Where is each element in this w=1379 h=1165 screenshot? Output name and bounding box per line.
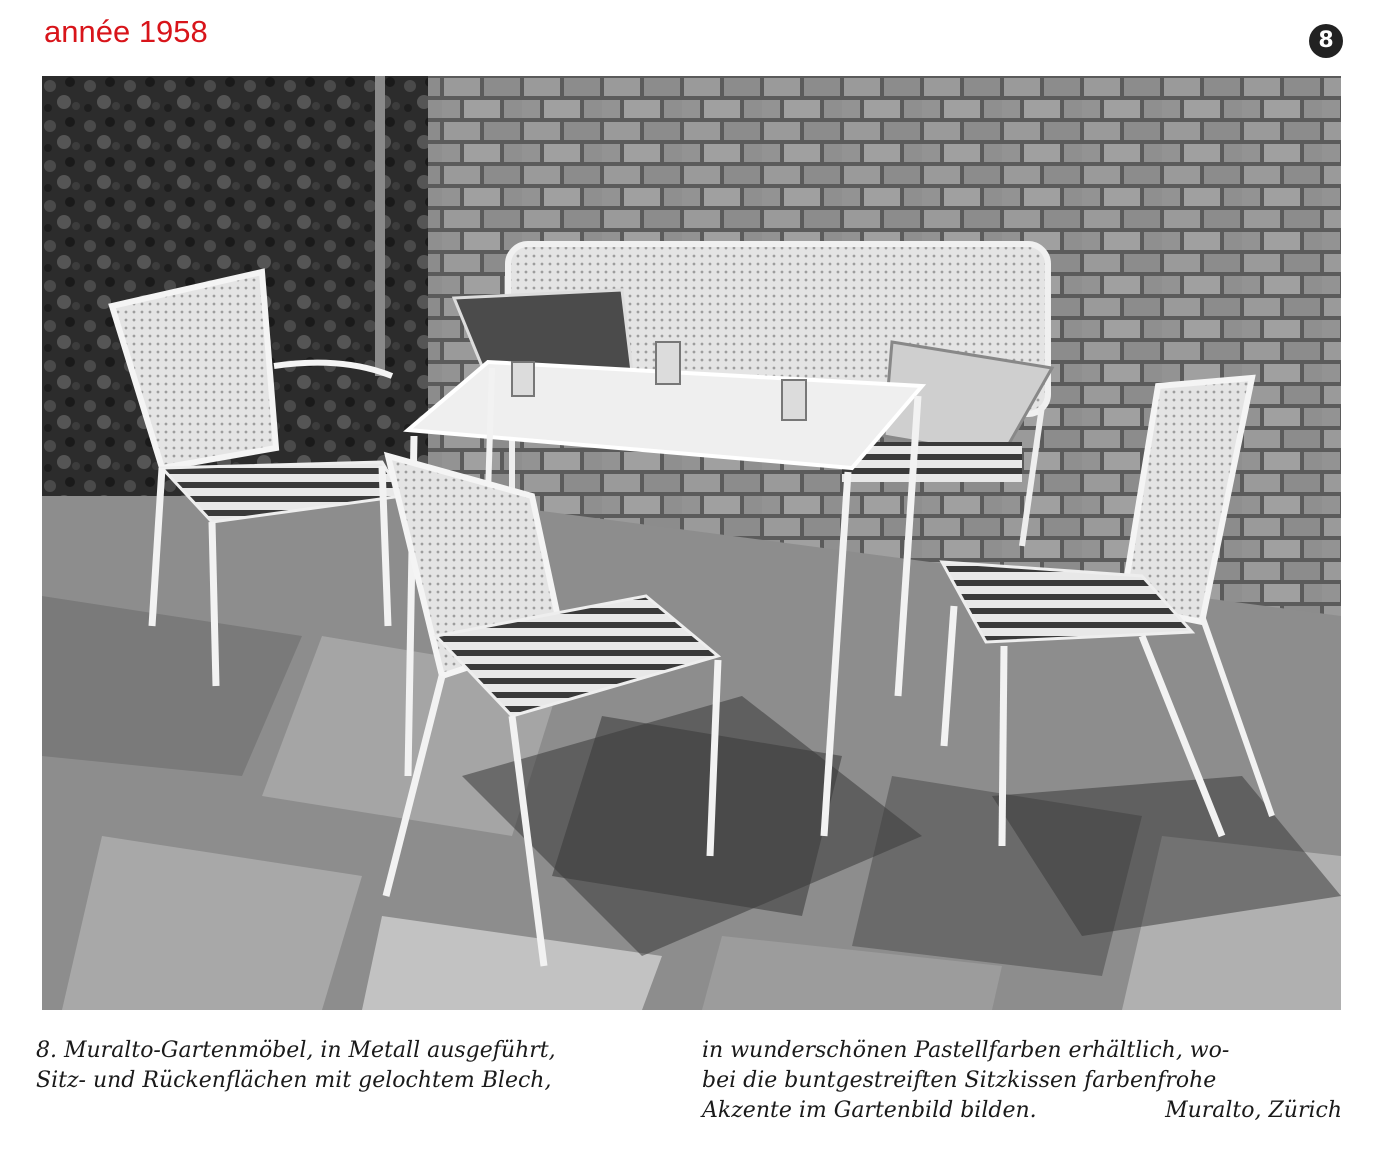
photo-illustration [42, 76, 1341, 1010]
caption-line: in wunderschönen Pastellfarben erhältlich, wo- [702, 1038, 1230, 1063]
caption-last-line [702, 1096, 1342, 1126]
caption-left-column [36, 1036, 670, 1096]
page-number-badge: 8 [1309, 24, 1343, 58]
caption-line: Akzente im Gartenbild bilden. [702, 1098, 1037, 1123]
caption-line: 8. Muralto-Gartenmöbel, in Metall ausgeführt, [36, 1038, 556, 1063]
photo-garden-furniture [42, 76, 1341, 1010]
year-label: année 1958 [44, 14, 208, 49]
caption-credit: Muralto, Zürich [1165, 1098, 1342, 1123]
caption-line: Sitz- und Rückenflächen mit gelochtem Blech, [36, 1068, 552, 1093]
caption-line: bei die buntgestreiften Sitzkissen farbenfrohe [702, 1068, 1217, 1093]
caption-right-column [702, 1036, 1342, 1126]
